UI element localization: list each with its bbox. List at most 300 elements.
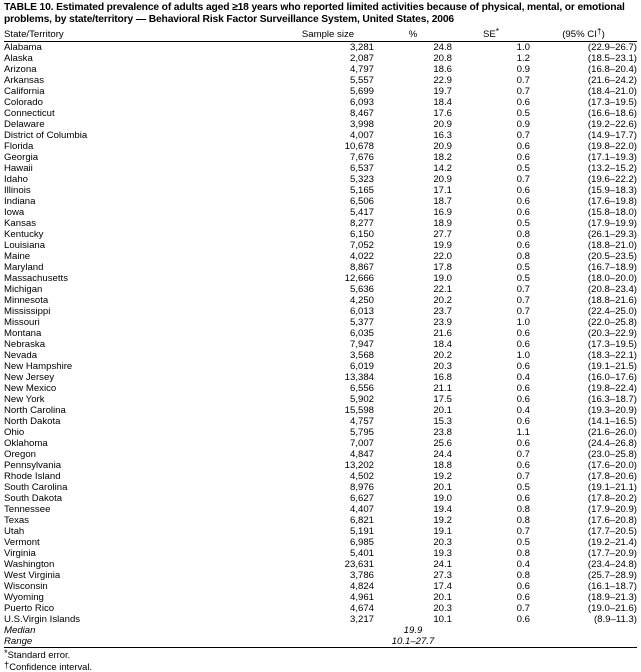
se-value: 0.5	[516, 163, 530, 175]
ci-value: (14.9–17.7)	[587, 130, 637, 142]
column-header-ci-label: (95% CI	[562, 28, 597, 40]
state-name: Montana	[4, 328, 42, 340]
percent-value: 20.2	[433, 295, 452, 307]
table-row	[4, 614, 637, 625]
percent-value: 18.7	[433, 196, 452, 208]
ci-value: (25.7–28.9)	[587, 570, 637, 582]
sample-size-value: 4,847	[349, 449, 374, 461]
percent-value: 18.6	[433, 64, 452, 76]
se-value: 0.7	[516, 174, 530, 186]
state-name: Oklahoma	[4, 438, 48, 450]
percent-value: 20.3	[433, 603, 452, 615]
ci-value: (18.9–21.3)	[587, 592, 637, 604]
ci-value: (18.3–22.1)	[587, 350, 637, 362]
sample-size-value: 7,007	[349, 438, 374, 450]
sample-size-value: 5,377	[349, 317, 374, 329]
percent-value: 23.8	[433, 427, 452, 439]
table-row	[4, 427, 637, 438]
footnote-text: Standard error.	[7, 649, 71, 661]
se-value: 0.8	[516, 548, 530, 560]
table-row	[4, 53, 637, 64]
sample-size-value: 5,323	[349, 174, 374, 186]
percent-value: 19.1	[433, 526, 452, 538]
title-prefix: TABLE 10. Estimated prevalence of adults aged	[4, 2, 233, 13]
percent-value: 20.8	[433, 53, 452, 65]
state-name: Illinois	[4, 185, 31, 197]
percent-value: 20.9	[433, 141, 452, 153]
sample-size-value: 5,557	[349, 75, 374, 87]
table-row	[4, 372, 637, 383]
se-value: 0.6	[516, 240, 530, 252]
percent-value: 18.9	[433, 218, 452, 230]
sample-size-value: 6,506	[349, 196, 374, 208]
sample-size-value: 7,947	[349, 339, 374, 351]
percent-value: 23.9	[433, 317, 452, 329]
state-name: Kentucky	[4, 229, 44, 241]
percent-value: 25.6	[433, 438, 452, 450]
column-header-ci	[530, 25, 637, 42]
sample-size-value: 5,401	[349, 548, 374, 560]
table-row	[4, 130, 637, 141]
se-value: 0.7	[516, 295, 530, 307]
percent-value: 16.9	[433, 207, 452, 219]
percent-value: 27.3	[433, 570, 452, 582]
state-name: District of Columbia	[4, 130, 88, 142]
percent-value: 16.8	[433, 372, 452, 384]
table-row	[4, 416, 637, 427]
se-value: 0.5	[516, 537, 530, 549]
ci-value: (17.6–19.8)	[587, 196, 637, 208]
table-row	[4, 97, 637, 108]
title-rest: 18 years who reported limited activities because of physical, mental, or emotional problems, by state/territory — Behavioral Risk Factor Surveillance System, United States, 2006	[4, 2, 625, 26]
ci-value: (20.5–23.5)	[587, 251, 637, 263]
table-header	[4, 25, 637, 42]
table-row	[4, 471, 637, 482]
se-value: 0.6	[516, 614, 530, 626]
sample-size-value: 7,052	[349, 240, 374, 252]
state-name: Mississippi	[4, 306, 51, 318]
sample-size-value: 8,467	[349, 108, 374, 120]
state-name: Colorado	[4, 97, 43, 109]
se-value: 0.6	[516, 361, 530, 373]
se-value: 0.6	[516, 97, 530, 109]
state-name: Idaho	[4, 174, 29, 186]
sample-size-value: 7,676	[349, 152, 374, 164]
percent-value: 18.4	[433, 339, 452, 351]
percent-value: 20.9	[433, 119, 452, 131]
percent-value: 22.9	[433, 75, 452, 87]
se-value: 1.1	[516, 427, 530, 439]
ci-value: (26.1–29.3)	[587, 229, 637, 241]
ci-value: (19.1–21.1)	[587, 482, 637, 494]
percent-value: 20.2	[433, 350, 452, 362]
ci-value: (17.3–19.5)	[587, 339, 637, 351]
ci-value: (23.0–25.8)	[587, 449, 637, 461]
sample-size-value: 4,250	[349, 295, 374, 307]
se-value: 1.2	[516, 53, 530, 65]
table-row	[4, 218, 637, 229]
table-row	[4, 361, 637, 372]
state-name: Minnesota	[4, 295, 49, 307]
sample-size-value: 12,666	[344, 273, 374, 285]
se-value: 0.7	[516, 284, 530, 296]
percent-value: 19.9	[433, 240, 452, 252]
se-footnote-marker: *	[495, 25, 500, 36]
state-name: Oregon	[4, 449, 36, 461]
column-header-ci-close: )	[601, 28, 605, 40]
footnote-marker: *	[4, 647, 8, 659]
se-value: 0.9	[516, 119, 530, 131]
state-name: Ohio	[4, 427, 25, 439]
table-row	[4, 592, 637, 603]
state-name: Maine	[4, 251, 31, 263]
median-spacer	[282, 625, 374, 636]
percent-value: 24.8	[433, 41, 452, 53]
se-value: 0.8	[516, 570, 530, 582]
ci-value: (17.1–19.3)	[587, 152, 637, 164]
sample-size-value: 13,384	[344, 372, 374, 384]
state-name: Virginia	[4, 548, 36, 560]
ci-value: (16.3–18.7)	[587, 394, 637, 406]
table-row	[4, 504, 637, 515]
sample-size-value: 5,191	[349, 526, 374, 538]
percent-value: 20.1	[433, 405, 452, 417]
sample-size-value: 5,902	[349, 394, 374, 406]
table-row	[4, 240, 637, 251]
percent-value: 24.1	[433, 559, 452, 571]
state-name: Delaware	[4, 119, 45, 131]
se-value: 0.4	[516, 559, 530, 571]
table-row	[4, 559, 637, 570]
ci-value: (19.3–20.9)	[587, 405, 637, 417]
table-row	[4, 273, 637, 284]
median-label: Median	[4, 625, 36, 637]
ci-value: (16.0–17.6)	[587, 372, 637, 384]
column-header-se	[452, 25, 530, 42]
se-value: 1.0	[516, 317, 530, 329]
sample-size-value: 8,867	[349, 262, 374, 274]
percent-value: 20.9	[433, 174, 452, 186]
se-value: 0.6	[516, 581, 530, 593]
ci-value: (8.9–11.3)	[593, 614, 637, 626]
sample-size-value: 10,678	[344, 141, 374, 153]
percent-value: 19.2	[433, 471, 452, 483]
state-name: Connecticut	[4, 108, 55, 120]
column-header-sample-size: Sample size	[301, 28, 355, 40]
percent-value: 19.4	[433, 504, 452, 516]
table-row	[4, 141, 637, 152]
state-name: North Dakota	[4, 416, 61, 428]
percent-value: 23.7	[433, 306, 452, 318]
se-value: 1.0	[516, 41, 530, 53]
footnotes	[4, 648, 637, 671]
percent-value: 20.3	[433, 537, 452, 549]
column-header-state: State/Territory	[4, 28, 64, 40]
table-row	[4, 482, 637, 493]
se-value: 0.5	[516, 218, 530, 230]
footnote-marker: †	[4, 658, 10, 670]
sample-size-value: 8,976	[349, 482, 374, 494]
se-value: 0.7	[516, 306, 530, 318]
percent-value: 15.3	[433, 416, 452, 428]
ci-value: (17.6–20.0)	[587, 460, 637, 472]
ci-value: (17.7–20.5)	[587, 526, 637, 538]
percent-value: 19.0	[433, 273, 452, 285]
state-name: Massachusetts	[4, 273, 68, 285]
se-value: 0.6	[516, 394, 530, 406]
table-row	[4, 306, 637, 317]
sample-size-value: 15,598	[344, 405, 374, 417]
table-body	[4, 41, 637, 647]
percent-value: 19.3	[433, 548, 452, 560]
state-name: Vermont	[4, 537, 40, 549]
ci-value: (22.9–26.7)	[587, 41, 637, 53]
sample-size-value: 5,699	[349, 86, 374, 98]
table-row	[4, 64, 637, 75]
state-name: Pennsylvania	[4, 460, 62, 472]
state-name: Florida	[4, 141, 34, 153]
table-row	[4, 449, 637, 460]
table-row	[4, 350, 637, 361]
ci-value: (16.7–18.9)	[587, 262, 637, 274]
table-row	[4, 570, 637, 581]
sample-size-value: 4,022	[349, 251, 374, 263]
se-value: 0.6	[516, 493, 530, 505]
sample-size-value: 13,202	[344, 460, 374, 472]
se-value: 0.4	[516, 372, 530, 384]
range-row	[4, 636, 637, 647]
ci-value: (17.3–19.5)	[587, 97, 637, 109]
sample-size-value: 4,407	[349, 504, 374, 516]
ci-value: (15.8–18.0)	[587, 207, 637, 219]
sample-size-value: 3,786	[349, 570, 374, 582]
se-value: 0.7	[516, 526, 530, 538]
percent-value: 16.3	[433, 130, 452, 142]
state-name: Arizona	[4, 64, 37, 76]
median-value: 19.9	[403, 625, 423, 637]
state-name: Washington	[4, 559, 55, 571]
se-value: 0.5	[516, 108, 530, 120]
table-row	[4, 581, 637, 592]
state-name: Tennessee	[4, 504, 51, 516]
table-row	[4, 317, 637, 328]
prevalence-table	[4, 25, 637, 648]
sample-size-value: 4,674	[349, 603, 374, 615]
state-name: North Carolina	[4, 405, 66, 417]
table-row	[4, 537, 637, 548]
ci-value: (17.7–20.9)	[587, 548, 637, 560]
se-value: 0.6	[516, 207, 530, 219]
table-row	[4, 207, 637, 218]
sample-size-value: 3,568	[349, 350, 374, 362]
table-row	[4, 41, 637, 53]
ci-value: (21.6–26.0)	[587, 427, 637, 439]
se-value: 0.6	[516, 416, 530, 428]
ci-value: (18.8–21.0)	[587, 240, 637, 252]
sample-size-value: 4,502	[349, 471, 374, 483]
median-row	[4, 625, 637, 636]
ci-value: (13.2–15.2)	[587, 163, 637, 175]
ci-footnote-marker: †	[596, 25, 602, 36]
se-value: 0.8	[516, 515, 530, 527]
table-row	[4, 328, 637, 339]
state-name: Indiana	[4, 196, 36, 208]
table-row	[4, 438, 637, 449]
se-value: 0.7	[516, 449, 530, 461]
ci-value: (23.4–24.8)	[587, 559, 637, 571]
ci-value: (20.8–23.4)	[587, 284, 637, 296]
sample-size-value: 6,985	[349, 537, 374, 549]
sample-size-value: 23,631	[344, 559, 374, 571]
ci-value: (17.9–20.9)	[587, 504, 637, 516]
sample-size-value: 6,150	[349, 229, 374, 241]
state-name: Rhode Island	[4, 471, 61, 483]
table-row	[4, 339, 637, 350]
ci-value: (17.9–19.9)	[587, 218, 637, 230]
percent-value: 20.3	[433, 361, 452, 373]
sample-size-value: 4,757	[349, 416, 374, 428]
se-value: 0.5	[516, 482, 530, 494]
state-name: Texas	[4, 515, 30, 527]
table-row	[4, 152, 637, 163]
se-value: 0.7	[516, 86, 530, 98]
se-value: 0.8	[516, 229, 530, 241]
se-value: 0.6	[516, 196, 530, 208]
se-value: 0.9	[516, 64, 530, 76]
state-name: Arkansas	[4, 75, 44, 87]
table-row	[4, 185, 637, 196]
state-name: Iowa	[4, 207, 25, 219]
percent-value: 27.7	[433, 229, 452, 241]
range-value: 10.1–27.7	[391, 636, 435, 648]
table-row	[4, 526, 637, 537]
table-row	[4, 295, 637, 306]
state-name: Maryland	[4, 262, 44, 274]
percent-value: 20.1	[433, 592, 452, 604]
sample-size-value: 6,556	[349, 383, 374, 395]
table-row	[4, 394, 637, 405]
ci-value: (18.4–21.0)	[587, 86, 637, 98]
se-value: 0.7	[516, 75, 530, 87]
footnote-2	[4, 658, 637, 672]
se-value: 0.6	[516, 339, 530, 351]
state-name: Wyoming	[4, 592, 44, 604]
state-name: Georgia	[4, 152, 39, 164]
ci-value: (16.1–18.7)	[587, 581, 637, 593]
se-value: 0.6	[516, 592, 530, 604]
footnote-1	[4, 649, 637, 660]
percent-value: 17.5	[433, 394, 452, 406]
state-name: Puerto Rico	[4, 603, 55, 615]
ci-value: (17.8–20.6)	[587, 471, 637, 483]
sample-size-value: 4,007	[349, 130, 374, 142]
ci-value: (16.8–20.4)	[587, 64, 637, 76]
state-name: New York	[4, 394, 45, 406]
percent-value: 18.8	[433, 460, 452, 472]
ci-value: (24.4–26.8)	[587, 438, 637, 450]
sample-size-value: 6,019	[349, 361, 374, 373]
table-row	[4, 548, 637, 559]
state-name: California	[4, 86, 45, 98]
table-row	[4, 174, 637, 185]
table-row	[4, 251, 637, 262]
state-name: New Hampshire	[4, 361, 73, 373]
state-name: South Carolina	[4, 482, 68, 494]
sample-size-value: 6,013	[349, 306, 374, 318]
sample-size-value: 6,627	[349, 493, 374, 505]
sample-size-value: 8,277	[349, 218, 374, 230]
se-value: 0.8	[516, 251, 530, 263]
ci-value: (20.3–22.9)	[587, 328, 637, 340]
table-row	[4, 460, 637, 471]
sample-size-value: 3,281	[349, 41, 374, 53]
ci-value: (19.2–22.6)	[587, 119, 637, 131]
state-name: U.S.Virgin Islands	[4, 614, 81, 626]
ci-value: (15.9–18.3)	[587, 185, 637, 197]
percent-value: 10.1	[433, 614, 452, 626]
table-row	[4, 284, 637, 295]
percent-value: 18.4	[433, 97, 452, 109]
table-row	[4, 603, 637, 614]
state-name: Nebraska	[4, 339, 46, 351]
se-value: 0.7	[516, 130, 530, 142]
state-name: Missouri	[4, 317, 40, 329]
column-header-se-label: SE	[482, 28, 496, 40]
table-row	[4, 515, 637, 526]
state-name: Michigan	[4, 284, 43, 296]
se-value: 0.7	[516, 603, 530, 615]
se-value: 0.5	[516, 273, 530, 285]
state-name: Alabama	[4, 41, 42, 53]
ci-value: (19.2–21.4)	[587, 537, 637, 549]
sample-size-value: 5,417	[349, 207, 374, 219]
table-row	[4, 262, 637, 273]
sample-size-value: 4,824	[349, 581, 374, 593]
greater-equal-symbol: ≥	[232, 2, 238, 13]
ci-value: (19.8–22.0)	[587, 141, 637, 153]
range-spacer	[282, 636, 374, 647]
percent-value: 17.6	[433, 108, 452, 120]
sample-size-value: 3,998	[349, 119, 374, 131]
sample-size-value: 6,093	[349, 97, 374, 109]
sample-size-value: 6,035	[349, 328, 374, 340]
sample-size-value: 5,636	[349, 284, 374, 296]
se-value: 0.4	[516, 405, 530, 417]
footnote-text: Confidence interval.	[9, 660, 93, 672]
percent-value: 17.8	[433, 262, 452, 274]
percent-value: 19.0	[433, 493, 452, 505]
percent-value: 17.4	[433, 581, 452, 593]
page-title	[4, 2, 637, 27]
percent-value: 20.1	[433, 482, 452, 494]
se-value: 0.5	[516, 262, 530, 274]
se-value: 0.7	[516, 471, 530, 483]
ci-value: (14.1–16.5)	[587, 416, 637, 428]
sample-size-value: 3,217	[349, 614, 374, 626]
table-row	[4, 493, 637, 504]
state-name: Louisiana	[4, 240, 46, 252]
column-header-percent: %	[408, 28, 418, 40]
table-row	[4, 86, 637, 97]
table-row	[4, 119, 637, 130]
percent-value: 18.2	[433, 152, 452, 164]
ci-value: (19.6–22.2)	[587, 174, 637, 186]
se-value: 1.0	[516, 350, 530, 362]
ci-value: (22.4–25.0)	[587, 306, 637, 318]
ci-value: (17.8–20.2)	[587, 493, 637, 505]
se-value: 0.6	[516, 185, 530, 197]
percent-value: 17.1	[433, 185, 452, 197]
